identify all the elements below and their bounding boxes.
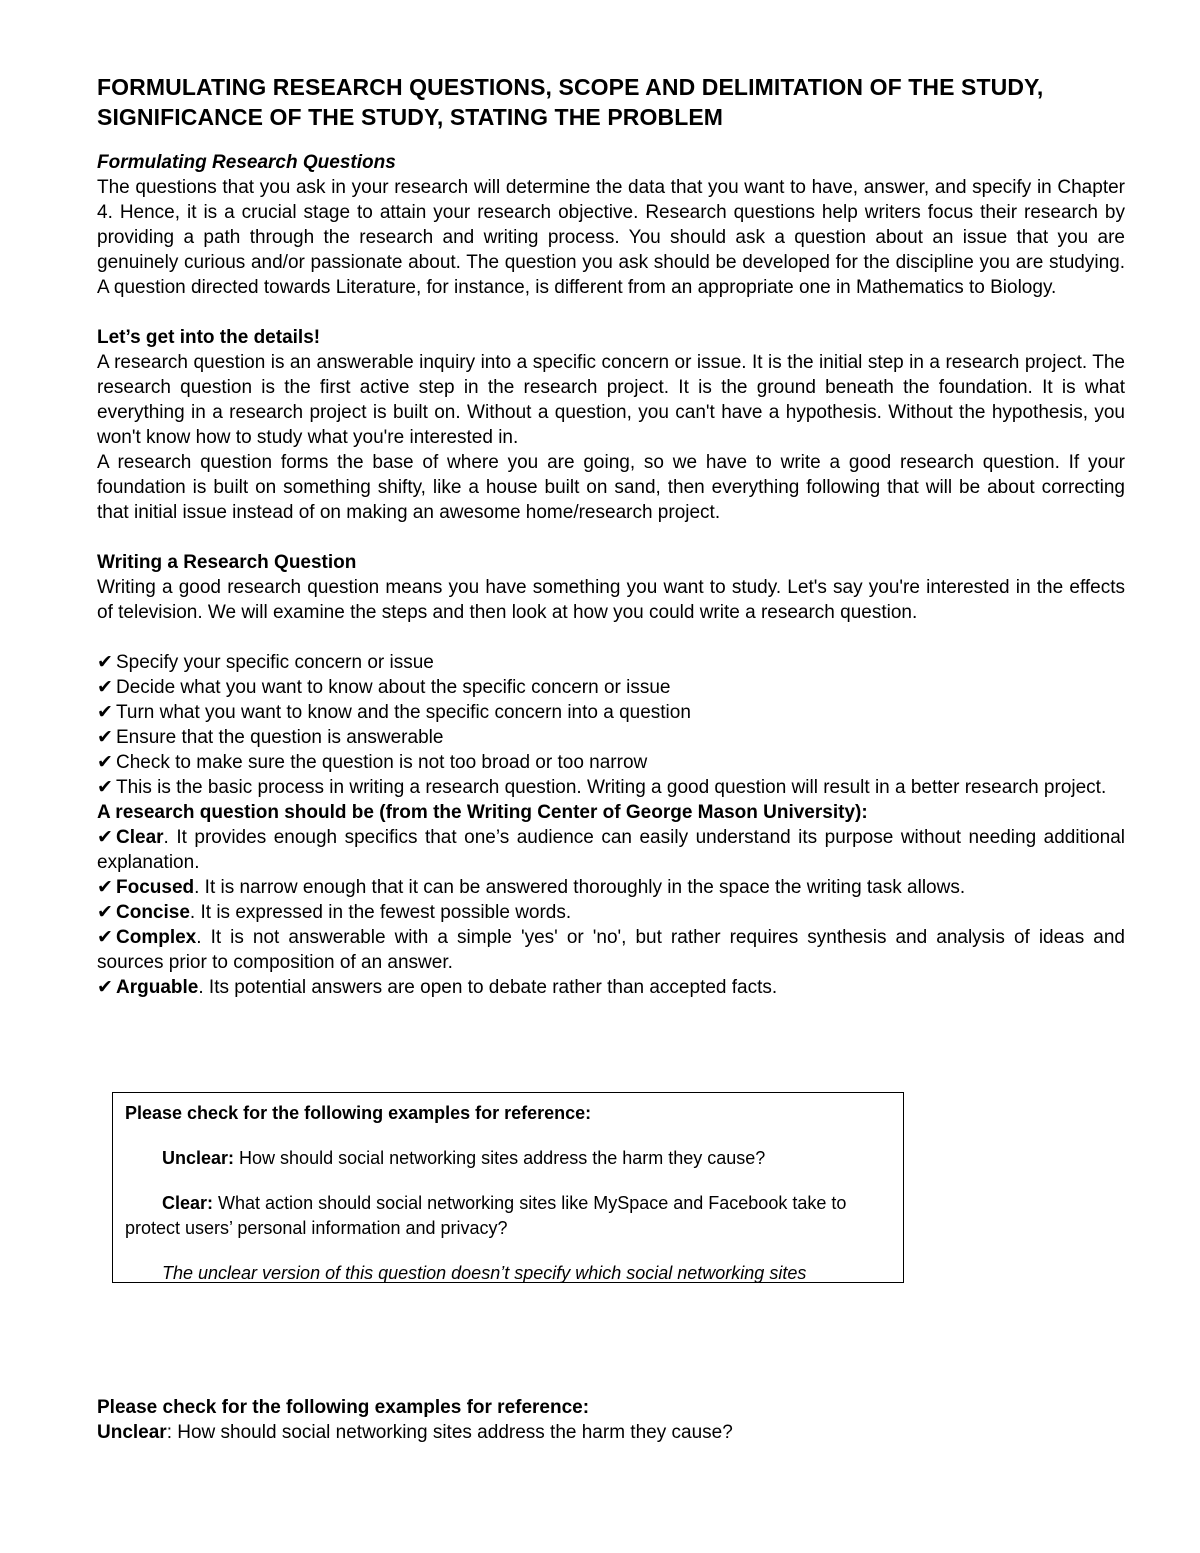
criterion-term: Clear	[116, 827, 164, 848]
paragraph-details-2: A research question forms the base of where you are going, so we have to write a good research question. If your foundation is built on something shifty, like a house built on sand, then everything following that will be about correcting that initial issue instead of on making an awesome home/research project.	[97, 452, 1125, 523]
example-unclear: Unclear: How should social networking sites address the harm they cause?	[162, 1148, 766, 1168]
example-clear: Clear: What action should social networking sites like MySpace and Facebook take to protect users’ personal information and privacy?	[125, 1193, 847, 1238]
paragraph-writing: Writing a good research question means you have something you want to study. Let's say you're interested in the effects of television. We will examine the steps and then look at how you could write a research question.	[97, 577, 1125, 623]
section-heading-details: Let’s get into the details!	[97, 327, 321, 348]
checkmark-icon: ✔	[97, 677, 113, 698]
criterion-term: Concise	[116, 902, 190, 923]
criteria-list	[97, 825, 1125, 1000]
checkmark-icon: ✔	[97, 652, 113, 673]
checkmark-icon: ✔	[97, 877, 113, 898]
criterion-term: Arguable	[116, 977, 199, 998]
checkmark-icon: ✔	[97, 977, 113, 998]
bottom-section	[97, 1395, 1125, 1445]
list-item: ✔ This is the basic process in writing a research question. Writing a good question will result in a better research project.	[97, 777, 1107, 798]
section-heading-writing: Writing a Research Question	[97, 552, 357, 573]
checkmark-icon: ✔	[97, 902, 113, 923]
list-item: ✔ Arguable. Its potential answers are open to debate rather than accepted facts.	[97, 977, 778, 998]
criterion-term: Focused	[116, 877, 195, 898]
section-heading-formulating: Formulating Research Questions	[97, 152, 396, 173]
criterion-term: Complex	[116, 927, 197, 948]
steps-list	[97, 650, 1125, 800]
list-item: ✔ Decide what you want to know about the specific concern or issue	[97, 677, 671, 698]
list-item: ✔ Specify your specific concern or issue	[97, 652, 434, 673]
criteria-heading: A research question should be (from the Writing Center of George Mason University):	[97, 802, 868, 823]
checkmark-icon: ✔	[97, 752, 113, 773]
document-page	[97, 72, 1125, 1000]
list-item: ✔ Ensure that the question is answerable	[97, 727, 444, 748]
example-box	[112, 1092, 904, 1283]
checkmark-icon: ✔	[97, 727, 113, 748]
checkmark-icon: ✔	[97, 927, 113, 948]
checkmark-icon: ✔	[97, 702, 113, 723]
checkmark-icon: ✔	[97, 827, 113, 848]
paragraph-details-1: A research question is an answerable inquiry into a specific concern or issue. It is the initial step in a research project. The research question is the first active step in the research project. It is the ground beneath the foundation. It is what everything in a research project is built on. Without a question, you can't have a hypothesis. Without the hypothesis, you won't know how to study what you're interested in.	[97, 352, 1125, 448]
example-note: The unclear version of this question doesn’t specify which social networking sites	[162, 1263, 807, 1283]
list-item: ✔ Concise. It is expressed in the fewest possible words.	[97, 902, 572, 923]
list-item: ✔ Turn what you want to know and the specific concern into a question	[97, 702, 691, 723]
document-title: FORMULATING RESEARCH QUESTIONS, SCOPE AND DELIMITATION OF THE STUDY, SIGNIFICANCE OF THE STUDY, STATING THE PROBLEM	[97, 74, 1044, 130]
list-item: ✔ Check to make sure the question is not too broad or too narrow	[97, 752, 648, 773]
checkmark-icon: ✔	[97, 777, 113, 798]
bottom-unclear: Unclear: How should social networking sites address the harm they cause?	[97, 1422, 733, 1443]
list-item: ✔ Complex. It is not answerable with a simple 'yes' or 'no', but rather requires synthesis and analysis of ideas and sources prior to composition of an answer.	[97, 927, 1125, 973]
paragraph-formulating: The questions that you ask in your research will determine the data that you want to have, answer, and specify in Chapter 4. Hence, it is a crucial stage to attain your research objective. Research questions help writers focus their research by providing a path through the research and writing process. You should ask a question about an issue that you are genuinely curious and/or passionate about. The question you ask should be developed for the discipline you are studying. A question directed towards Literature, for instance, is different from an appropriate one in Mathematics to Biology.	[97, 177, 1125, 298]
list-item: ✔ Focused. It is narrow enough that it can be answered thoroughly in the space the writing task allows.	[97, 877, 966, 898]
example-box-title: Please check for the following examples for reference:	[125, 1103, 592, 1123]
bottom-heading: Please check for the following examples for reference:	[97, 1397, 590, 1418]
list-item: ✔ Clear. It provides enough specifics that one’s audience can easily understand its purpose without needing additional explanation.	[97, 827, 1125, 873]
